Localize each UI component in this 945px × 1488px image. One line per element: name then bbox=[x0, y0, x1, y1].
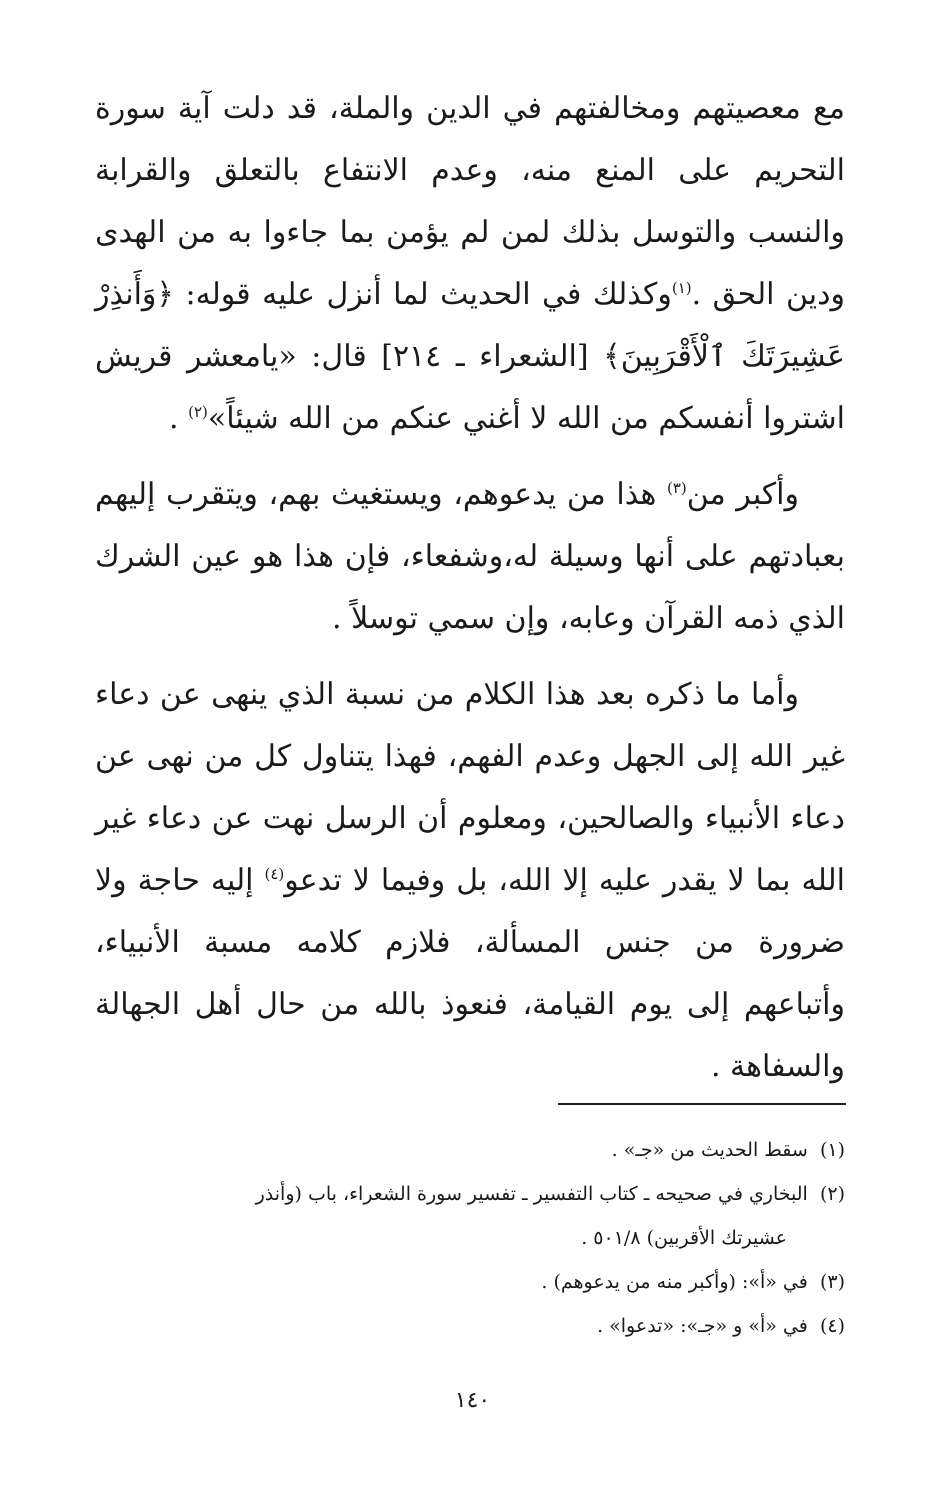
footnote-ref-1: (١) bbox=[671, 279, 692, 297]
paragraph-1 bbox=[95, 78, 845, 450]
footnote-ref-4: (٤) bbox=[264, 865, 285, 883]
footnote-number: (١) bbox=[819, 1139, 845, 1161]
footnote-1 bbox=[80, 1128, 845, 1172]
page-number: ١٤٠ bbox=[454, 1388, 491, 1413]
footnote-4 bbox=[80, 1304, 845, 1348]
footnote-ref-3: (٣) bbox=[666, 479, 687, 497]
footnote-divider bbox=[558, 1103, 846, 1105]
footnote-2 bbox=[80, 1172, 845, 1216]
footnote-number: (٢) bbox=[819, 1183, 845, 1205]
footnote-text: في «أ»: (وأكبر منه من يدعوهم) . bbox=[541, 1271, 808, 1293]
paragraph-2-start: وأكبر من bbox=[686, 477, 799, 512]
footnote-text: في «أ» و «جـ»: «تدعوا» . bbox=[597, 1315, 808, 1337]
paragraph-2 bbox=[95, 464, 845, 650]
footnote-number: (٣) bbox=[819, 1271, 845, 1293]
paragraph-1-hadith: وكذلك في الحديث لما أنزل عليه قوله: ﴿وَأَنذِرْ عَشِيرَتَكَ ٱلْأَقْرَبِينَ﴾ [الشعراء ـ ٢١٤] قال: «يامعشر قريش اشتروا أنفسكم من الله لا أغني عنكم من الله شيئاً» bbox=[95, 277, 845, 436]
paragraph-3 bbox=[95, 664, 845, 1098]
footnote-text: سقط الحديث من «جـ» . bbox=[611, 1139, 808, 1161]
footnote-text: البخاري في صحيحه ـ كتاب التفسير ـ تفسير سورة الشعراء، باب (وأنذر bbox=[255, 1183, 808, 1205]
footnotes bbox=[80, 1128, 845, 1348]
footnote-ref-2: (٢) bbox=[188, 403, 208, 421]
footnote-2-continued bbox=[80, 1216, 845, 1260]
footnote-text-continued: عشيرتك الأقربين) ٥٠١/٨ . bbox=[581, 1227, 787, 1249]
paragraph-3-rest: إليه حاجة ولا ضرورة من جنس المسألة، فلازم كلامه مسبة الأنبياء، وأتباعهم إلى يوم القيامة، فنعوذ بالله من حال أهل الجهالة والسفاهة . bbox=[95, 863, 845, 1084]
paragraph-2-rest: هذا من يدعوهم، ويستغيث بهم، ويتقرب إليهم بعبادتهم على أنها وسيلة له،وشفعاء، فإن هذا هو عين الشرك الذي ذمه القرآن وعابه، وإن سمي توسلاً . bbox=[95, 477, 845, 636]
footnote-3 bbox=[80, 1260, 845, 1304]
paragraph-1-text: مع معصيتهم ومخالفتهم في الدين والملة، قد دلت آية سورة التحريم على المنع منه، وعدم الانتفاع بالتعلق والقرابة والنسب والتوسل بذلك لمن لم يؤمن بما جاءوا به من الهدى ودين الحق . bbox=[95, 91, 845, 312]
main-text bbox=[95, 78, 845, 1098]
paragraph-1-end: . bbox=[169, 401, 189, 436]
footnote-number: (٤) bbox=[819, 1315, 845, 1337]
paragraph-3-start: وأما ما ذكره بعد هذا الكلام من نسبة الذي ينهى عن دعاء غير الله إلى الجهل وعدم الفهم، فهذا يتناول كل من نهى عن دعاء الأنبياء والصالحين، ومعلوم أن الرسل نهت عن دعاء غير الله بما لا يقدر عليه إلا الله، بل وفيما لا تدعو bbox=[95, 677, 845, 898]
